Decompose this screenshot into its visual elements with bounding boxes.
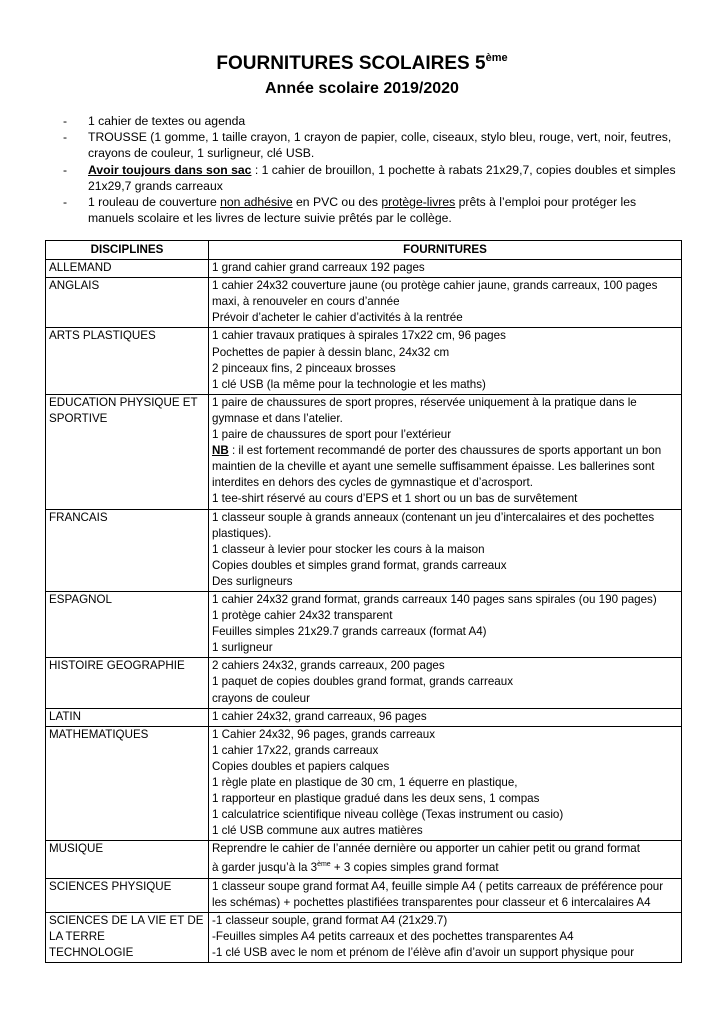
supply-line: 1 paquet de copies doubles grand format, grands carreaux: [212, 675, 513, 689]
supply-line: 1 tee-shirt réservé au cours d’EPS et 1 short ou un bas de survêtement: [212, 492, 578, 506]
supplies-cell: [209, 509, 682, 591]
table-row: [46, 591, 682, 657]
supply-line: Feuilles simples 21x29.7 grands carreaux (format A4): [212, 625, 487, 639]
supplies-cell: [209, 260, 682, 278]
bullet-dash: -: [63, 195, 68, 210]
discipline-cell: ALLEMAND: [46, 260, 209, 278]
table-row: [46, 878, 682, 912]
intro-text: TROUSSE (1 gomme, 1 taille crayon, 1 crayon de papier, colle, ciseaux, stylo bleu, rouge, vert, noir, feutres, crayons de couleur, 1 surligneur, clé USB.: [88, 130, 672, 161]
intro-list: [60, 113, 680, 226]
intro-item: [60, 194, 680, 226]
bullet-dash: -: [63, 162, 68, 177]
table-row: [46, 841, 682, 878]
supply-line: Copies doubles et papiers calques: [212, 759, 390, 773]
discipline-cell: [46, 912, 209, 962]
intro-emphasis: Avoir toujours dans son sac: [88, 162, 252, 177]
intro-text: en PVC ou des: [292, 195, 382, 210]
supply-line: 1 classeur souple à grands anneaux (contenant un jeu d’intercalaires et des pochettes plastiques).: [212, 510, 655, 540]
supplies-cell: [209, 912, 682, 962]
supply-line: 1 classeur à levier pour stocker les cours à la maison: [212, 542, 485, 556]
title-text: FOURNITURES SCOLAIRES 5: [216, 53, 486, 74]
title-superscript: ème: [485, 52, 508, 64]
supply-line: Prévoir d’acheter le cahier d’activités à la rentrée: [212, 311, 463, 325]
bullet-dash: -: [63, 130, 68, 145]
supplies-cell: [209, 708, 682, 726]
table-row: [46, 328, 682, 394]
discipline-cell: SCIENCES PHYSIQUE: [46, 878, 209, 912]
header-fournitures: FOURNITURES: [209, 241, 682, 260]
supply-line: 1 cahier 17x22, grands carreaux: [212, 743, 379, 757]
intro-text: 1 cahier de textes ou agenda: [88, 114, 246, 128]
supplies-cell: [209, 591, 682, 657]
table-row: [46, 278, 682, 328]
discipline-cell: MUSIQUE: [46, 841, 209, 878]
discipline-cell: LATIN: [46, 708, 209, 726]
supply-line: [212, 443, 678, 491]
supply-line: Des surligneurs: [212, 574, 293, 588]
supply-line: Copies doubles et simples grand format, grands carreaux: [212, 558, 507, 572]
supply-line: Reprendre le cahier de l’année dernière ou apporter un cahier petit ou grand format: [212, 842, 640, 856]
intro-text: : 1 cahier de brouillon, 1 pochette à rabats 21x29,7, copies doubles et simples 21x29,7 grands carreaux: [88, 162, 676, 193]
page-subtitle: Année scolaire 2019/2020: [265, 80, 459, 97]
table-row: [46, 260, 682, 278]
supply-line: 1 paire de chaussures de sport propres, réservée uniquement à la pratique dans le gymnase et dans l’atelier.: [212, 395, 637, 425]
table-row: [46, 708, 682, 726]
supply-line: 1 clé USB (la même pour la technologie et les maths): [212, 377, 486, 391]
supplies-cell: [209, 878, 682, 912]
supply-line: 1 calculatrice scientifique niveau collège (Texas instrument ou casio): [212, 808, 564, 822]
supply-line: 2 cahiers 24x32, grands carreaux, 200 pages: [212, 659, 445, 673]
table-row: [46, 726, 682, 841]
supply-line: 1 surligneur: [212, 641, 273, 655]
supplies-table: [45, 240, 682, 963]
supply-line: 1 paire de chaussures de sport pour l’extérieur: [212, 428, 452, 442]
supply-line: -1 classeur souple, grand format A4 (21x29.7): [212, 913, 448, 927]
supply-line: 1 classeur soupe grand format A4, feuille simple A4 ( petits carreaux de préférence pour les schémas) + pochettes plastifiées transparentes pour classeur et 6 intercalaires A4: [212, 879, 664, 909]
discipline-cell: ARTS PLASTIQUES: [46, 328, 209, 394]
supply-line: 1 Cahier 24x32, 96 pages, grands carreaux: [212, 727, 435, 741]
supply-line: 1 règle plate en plastique de 30 cm, 1 équerre en plastique,: [212, 776, 518, 789]
supply-line: -Feuilles simples A4 petits carreaux et des pochettes transparentes A4: [212, 929, 574, 943]
discipline-line: SCIENCES DE LA VIE ET DE LA TERRE: [49, 913, 204, 943]
table-row: [46, 394, 682, 509]
supplies-cell: [209, 328, 682, 394]
supply-line: 1 grand cahier grand carreaux 192 pages: [212, 261, 425, 275]
discipline-cell: MATHEMATIQUES: [46, 726, 209, 841]
supply-line: 1 cahier travaux pratiques à spirales 17x22 cm, 96 pages: [212, 329, 506, 343]
supply-line: 1 cahier 24x32 couverture jaune (ou protège cahier jaune, grands carreaux, 100 pages maxi, à renouveler en cours d’année: [212, 279, 658, 309]
table-row: [46, 509, 682, 591]
supply-line: 1 protège cahier 24x32 transparent: [212, 609, 393, 623]
supply-line: [212, 857, 678, 876]
supplies-cell: [209, 278, 682, 328]
supply-line: 2 pinceaux fins, 2 pinceaux brosses: [212, 361, 396, 375]
intro-item: [60, 129, 680, 161]
supply-line: 1 rapporteur en plastique gradué dans les deux sens, 1 compas: [212, 792, 540, 806]
discipline-cell: FRANCAIS: [46, 509, 209, 591]
header-disciplines: DISCIPLINES: [46, 241, 209, 260]
table-header-row: [46, 241, 682, 260]
discipline-cell: HISTOIRE GEOGRAPHIE: [46, 658, 209, 708]
supply-line: Pochettes de papier à dessin blanc, 24x32 cm: [212, 345, 450, 359]
supplies-cell: [209, 841, 682, 878]
table-row: [46, 912, 682, 962]
bullet-dash: -: [63, 114, 68, 128]
supply-line: -1 clé USB avec le nom et prénom de l’élève afin d’avoir un support physique pour: [212, 945, 635, 959]
intro-underlined: protège-livres: [381, 195, 456, 210]
discipline-line: TECHNOLOGIE: [49, 945, 134, 959]
supply-line: 1 cahier 24x32, grand carreaux, 96 pages: [212, 709, 427, 723]
supply-line: 1 clé USB commune aux autres matières: [212, 824, 423, 838]
supply-line: 1 cahier 24x32 grand format, grands carreaux 140 pages sans spirales (ou 190 pages): [212, 592, 657, 606]
supplies-cell: [209, 726, 682, 841]
supplies-cell: [209, 658, 682, 708]
intro-text: 1 rouleau de couverture: [88, 195, 221, 210]
nb-label: NB: [212, 444, 229, 458]
discipline-cell: EDUCATION PHYSIQUE ET SPORTIVE: [46, 394, 209, 509]
superscript: ème: [317, 861, 331, 869]
page-title: [0, 46, 724, 76]
discipline-cell: ESPAGNOL: [46, 591, 209, 657]
intro-item: [60, 113, 680, 129]
table-row: [46, 658, 682, 708]
discipline-cell: ANGLAIS: [46, 278, 209, 328]
supply-text: à garder jusqu’à la 3: [212, 861, 318, 875]
intro-item: [60, 162, 680, 194]
intro-text: prêts à l’emploi pour protéger les manuels scolaire et les livres de lecture suivie prêtés par le collège.: [88, 195, 637, 226]
intro-underlined: non adhésive: [220, 195, 293, 210]
supply-text: + 3 copies simples grand format: [330, 861, 499, 875]
supply-line: crayons de couleur: [212, 691, 310, 705]
nb-text: : il est fortement recommandé de porter des chaussures de sports apportant un bon maintien de la cheville et ayant une semelle suffisamment épaisse. Les ballerines sont interdites en dehors des cycles de gymnastique et d’acrosport.: [212, 444, 662, 490]
supplies-cell: [209, 394, 682, 509]
